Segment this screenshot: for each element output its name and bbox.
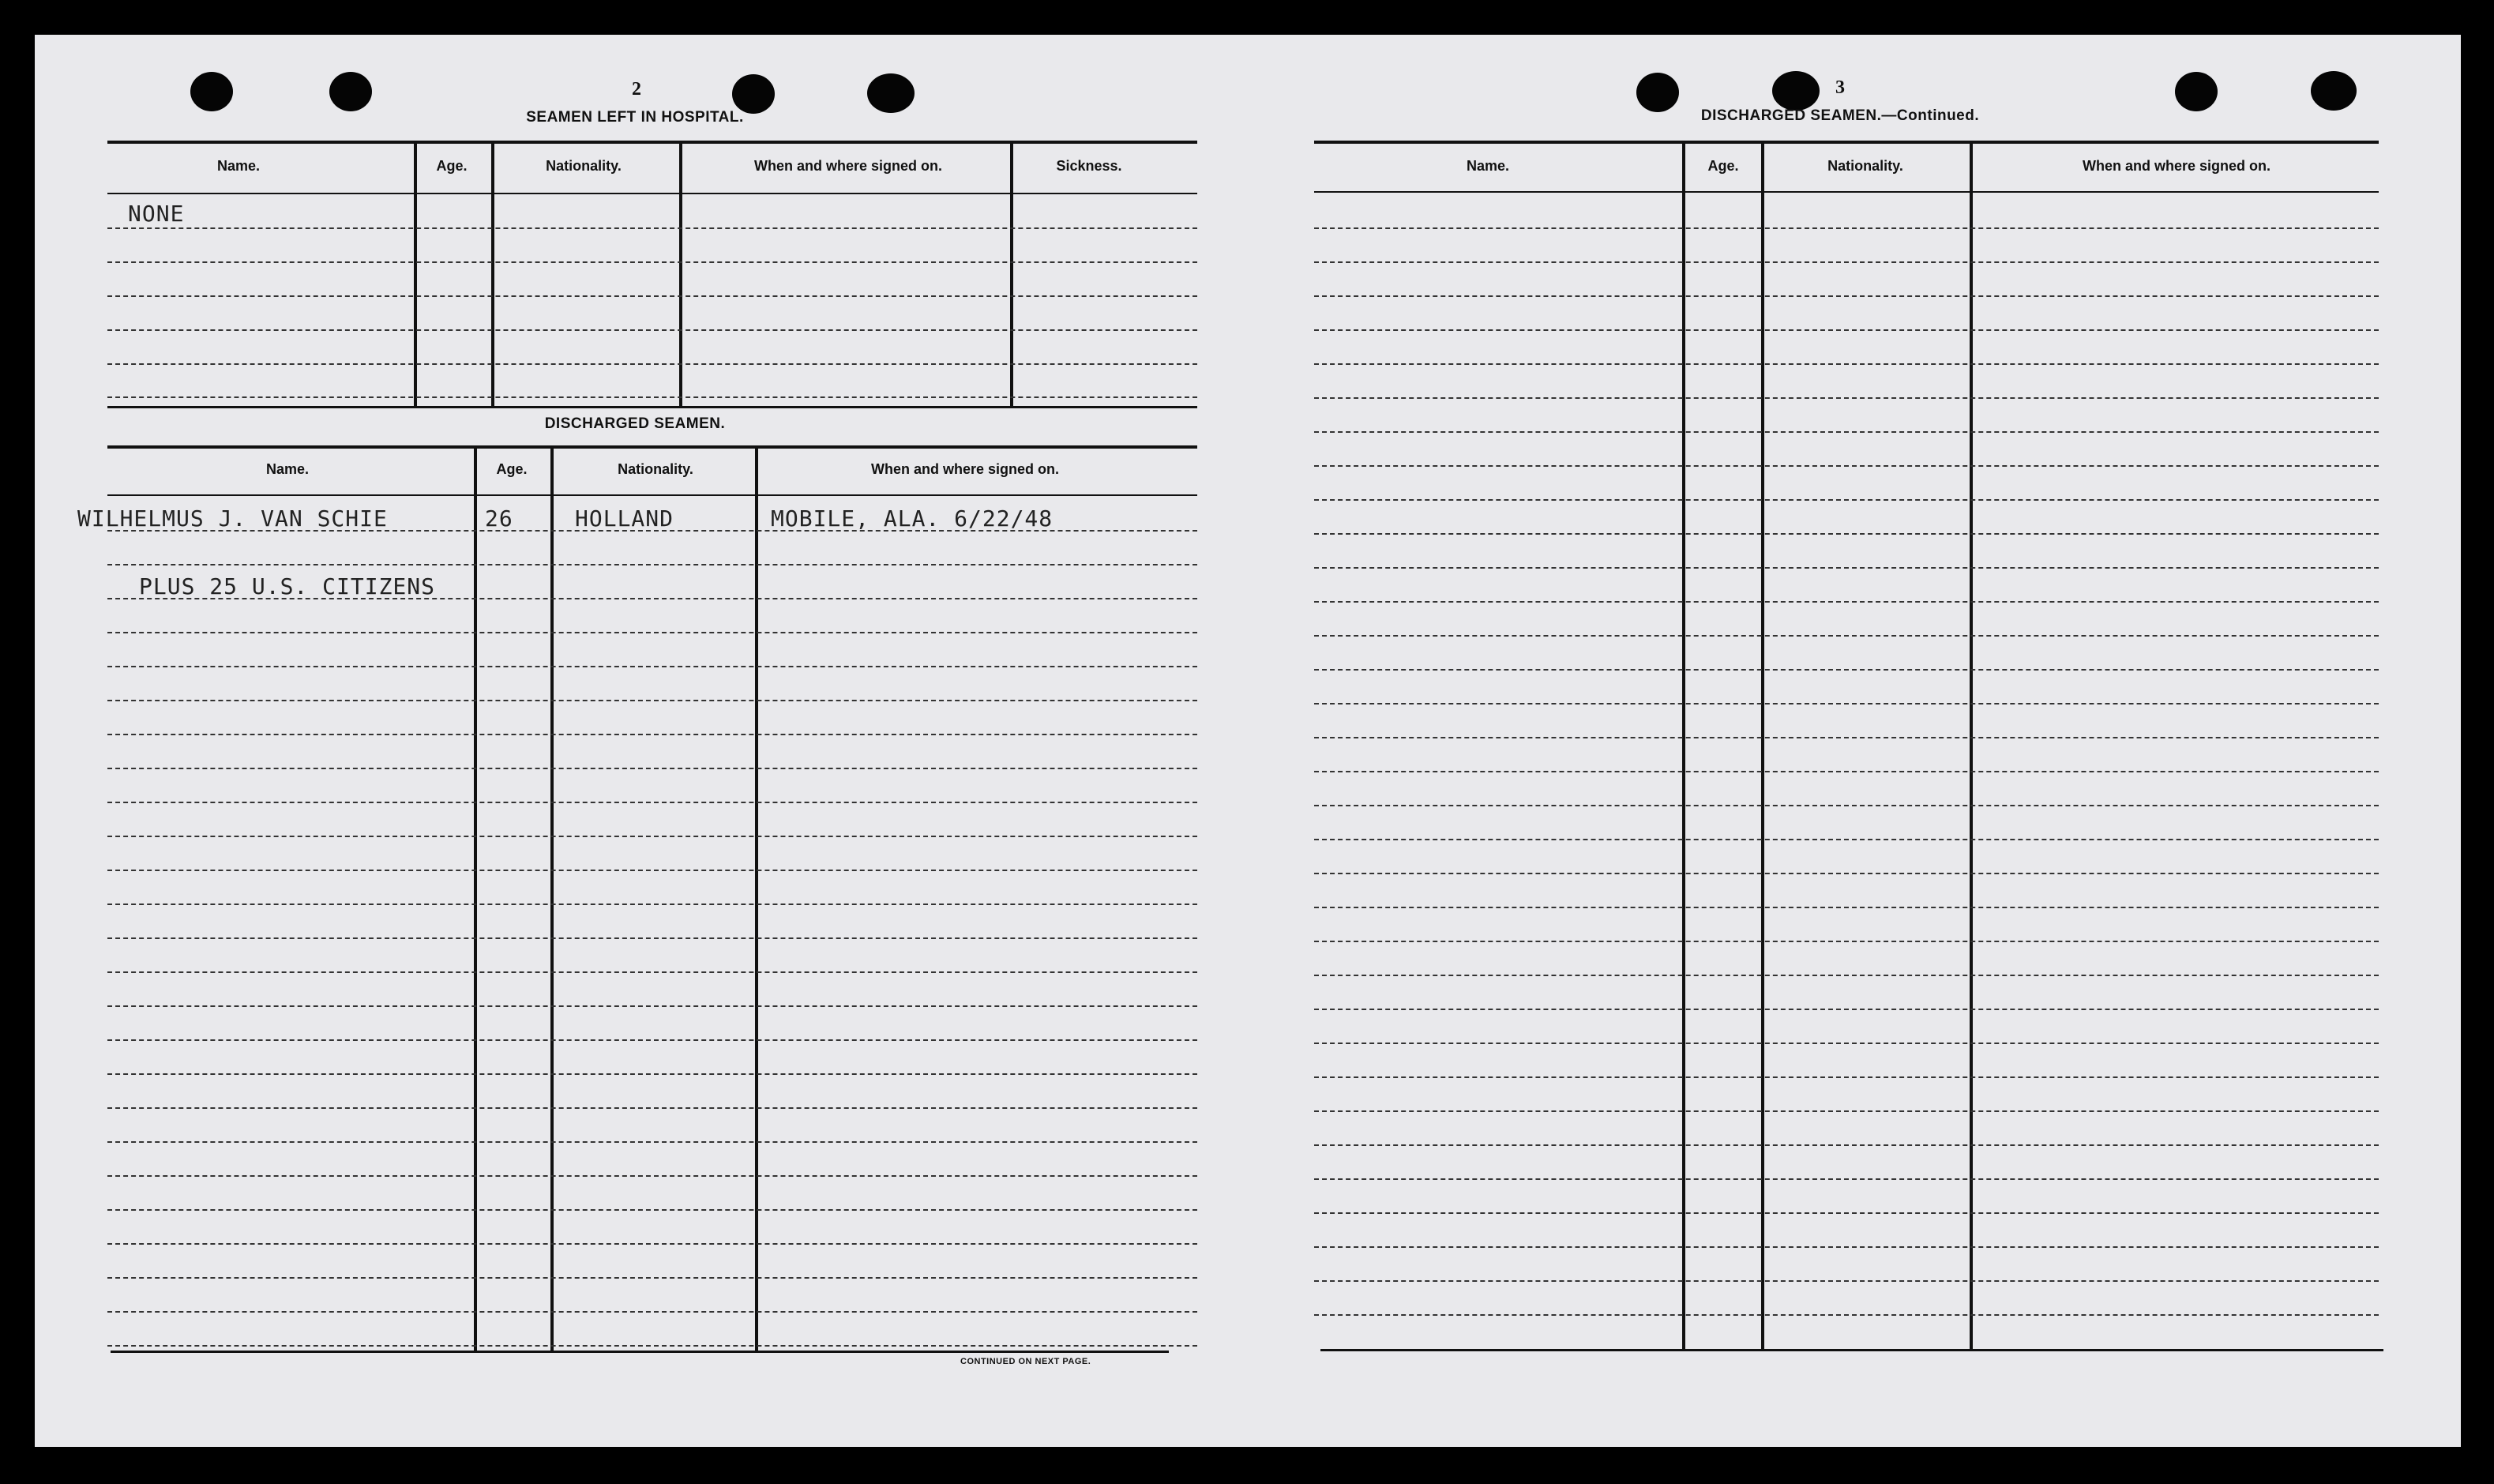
hospital-head-rule <box>107 193 1197 194</box>
table-row-line <box>1314 499 2379 501</box>
page-number-right: 3 <box>1835 77 1845 98</box>
hospital-row-line <box>107 329 1197 331</box>
hospital-divider <box>679 144 682 406</box>
table-row-line <box>1314 1144 2379 1146</box>
table-row-line <box>107 632 1197 633</box>
hospital-section-title: SEAMEN LEFT IN HOSPITAL. <box>526 109 744 126</box>
table-row-line <box>1314 1110 2379 1112</box>
hospital-col-nationality: Nationality. <box>546 158 622 174</box>
discharged-head-rule <box>107 494 1197 496</box>
table-row-line <box>107 1141 1197 1143</box>
hospital-col-name: Name. <box>216 158 261 174</box>
hospital-col-sickness: Sickness. <box>1056 158 1122 174</box>
hospital-entry: NONE <box>128 201 185 227</box>
table-row-line <box>1314 261 2379 263</box>
table-row-line <box>107 1311 1197 1313</box>
table-row-line <box>107 904 1197 905</box>
discharged-age: 26 <box>485 505 513 532</box>
table-row-line <box>1314 329 2379 331</box>
table-row-line <box>1314 397 2379 399</box>
table-row-line <box>1314 635 2379 637</box>
discharged-col-nationality: Nationality. <box>618 461 693 477</box>
discharged-col-age: Age. <box>496 461 528 477</box>
right-col-name: Name. <box>1466 158 1510 174</box>
hospital-bottom-rule <box>107 406 1197 408</box>
discharged-divider <box>755 449 758 1351</box>
table-row-line <box>107 734 1197 735</box>
hospital-row-line <box>107 261 1197 263</box>
hospital-divider <box>491 144 494 406</box>
punch-hole <box>2311 71 2357 111</box>
discharged-col-signed-on: When and where signed on. <box>870 461 1060 477</box>
hospital-top-rule <box>107 141 1197 144</box>
table-row-line <box>107 564 1197 565</box>
table-row-line <box>1314 1212 2379 1214</box>
punch-hole <box>2175 72 2218 111</box>
punch-hole <box>1636 73 1679 112</box>
discharged-divider <box>474 449 477 1351</box>
table-row-line <box>107 870 1197 871</box>
table-row-line <box>1314 601 2379 603</box>
right-col-signed-on: When and where signed on. <box>2082 158 2271 174</box>
table-row-line <box>1314 1280 2379 1282</box>
table-row-line <box>1314 1246 2379 1248</box>
hospital-row-line <box>107 396 1197 398</box>
table-row-line <box>1314 227 2379 229</box>
table-row-line <box>1314 465 2379 467</box>
discharged-continued-title: DISCHARGED SEAMEN.—Continued. <box>1700 107 1980 124</box>
punch-hole <box>190 72 233 111</box>
table-row-line <box>107 1345 1197 1347</box>
table-row-line <box>107 836 1197 837</box>
table-row-line <box>107 1175 1197 1177</box>
right-col-age: Age. <box>1707 158 1739 174</box>
continued-footnote: CONTINUED ON NEXT PAGE. <box>960 1357 1091 1366</box>
discharged-bottom-rule <box>111 1351 1169 1353</box>
punch-hole <box>867 73 915 113</box>
discharged-col-name: Name. <box>265 461 310 477</box>
discharged-note: PLUS 25 U.S. CITIZENS <box>139 573 436 599</box>
hospital-col-age: Age. <box>436 158 468 174</box>
right-head-rule <box>1314 191 2379 193</box>
table-row-line <box>107 1277 1197 1279</box>
right-divider <box>1682 144 1685 1349</box>
table-row-line <box>107 802 1197 803</box>
table-row-line <box>107 971 1197 973</box>
table-row-line <box>107 666 1197 667</box>
table-row-line <box>1314 941 2379 942</box>
table-row-line <box>1314 1314 2379 1316</box>
hospital-col-signed-on: When and where signed on. <box>753 158 943 174</box>
table-row-line <box>1314 1178 2379 1180</box>
table-row-line <box>1314 1009 2379 1010</box>
table-row-line <box>107 1209 1197 1211</box>
table-row-line <box>1314 363 2379 365</box>
punch-hole <box>1772 71 1820 111</box>
table-row-line <box>1314 771 2379 772</box>
table-row-line <box>1314 703 2379 704</box>
table-row-line <box>1314 737 2379 738</box>
table-row-line <box>1314 533 2379 535</box>
table-row-line <box>1314 295 2379 297</box>
discharged-top-rule <box>107 445 1197 449</box>
table-row-line <box>1314 1043 2379 1044</box>
table-row-line <box>1314 839 2379 840</box>
right-divider <box>1970 144 1973 1349</box>
right-bottom-rule <box>1320 1349 2383 1351</box>
discharged-nationality: HOLLAND <box>575 505 674 532</box>
discharged-signed-on: MOBILE, ALA. 6/22/48 <box>771 505 1054 532</box>
right-divider <box>1761 144 1764 1349</box>
hospital-row-line <box>107 363 1197 365</box>
table-row-line <box>107 700 1197 701</box>
right-col-nationality: Nationality. <box>1827 158 1903 174</box>
punch-hole <box>329 72 372 111</box>
table-row-line <box>107 937 1197 939</box>
discharged-divider <box>550 449 554 1351</box>
table-row-line <box>1314 975 2379 976</box>
table-row-line <box>1314 805 2379 806</box>
table-row-line <box>107 1039 1197 1041</box>
table-row-line <box>107 1107 1197 1109</box>
hospital-row-line <box>107 227 1197 229</box>
table-row-line <box>1314 873 2379 874</box>
hospital-divider <box>414 144 417 406</box>
table-row-line <box>1314 669 2379 671</box>
table-row-line <box>107 1073 1197 1075</box>
punch-hole <box>732 74 775 114</box>
table-row-line <box>107 768 1197 769</box>
table-row-line <box>107 1243 1197 1245</box>
table-row-line <box>1314 907 2379 908</box>
discharged-name: WILHELMUS J. VAN SCHIE <box>77 505 388 532</box>
table-row-line <box>1314 567 2379 569</box>
right-top-rule <box>1314 141 2379 144</box>
table-row-line <box>107 1005 1197 1007</box>
document-sheet <box>35 35 2461 1447</box>
page-number-left: 2 <box>632 79 641 100</box>
table-row-line <box>1314 1076 2379 1078</box>
hospital-row-line <box>107 295 1197 297</box>
table-row-line <box>1314 431 2379 433</box>
hospital-divider <box>1010 144 1013 406</box>
discharged-section-title: DISCHARGED SEAMEN. <box>544 415 726 432</box>
